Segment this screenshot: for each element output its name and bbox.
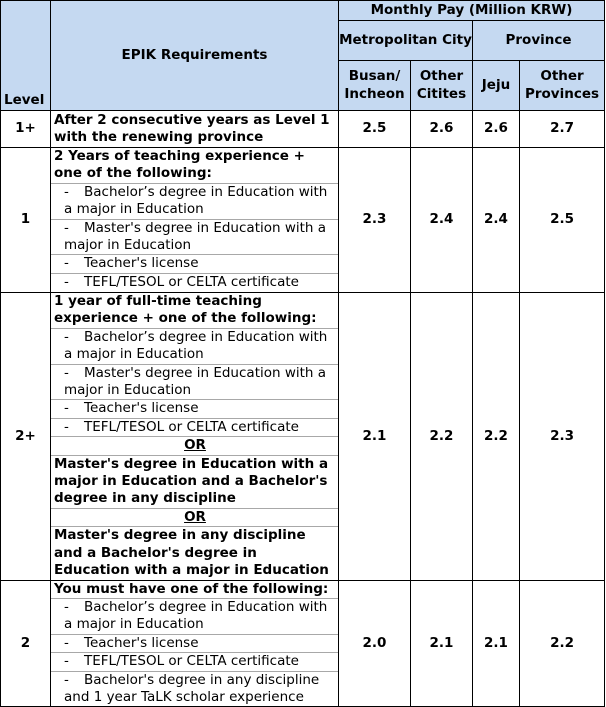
level-row-2 <box>1 580 605 707</box>
requirement-bullet: - Teacher's license <box>51 254 338 272</box>
header-row-1 <box>1 1 605 21</box>
level-row-1 <box>1 148 605 293</box>
requirement-bullet: - Master's degree in Education with a major in Education <box>51 364 338 400</box>
monthly-pay-header: Monthly Pay (Million KRW) <box>339 1 605 21</box>
requirement-alternative: Master's degree in any discipline and a Bachelor's degree in Education with a major in Education <box>51 526 338 579</box>
requirement-bullet: - Teacher's license <box>51 634 338 652</box>
level-row-2plus <box>1 293 605 581</box>
level-cell: 2+ <box>1 293 51 581</box>
requirement-intro: You must have one of the following: <box>54 580 329 597</box>
province-header: Province <box>473 21 605 61</box>
other-cities-header: Other Citites <box>411 61 473 111</box>
other-provinces-header: Other Provinces <box>520 61 605 111</box>
or-separator: OR <box>51 436 338 454</box>
pay-other-cities: 2.6 <box>411 111 473 148</box>
pay-busan-incheon: 2.3 <box>339 148 411 293</box>
level-row-1plus <box>1 111 605 148</box>
pay-jeju: 2.4 <box>473 148 520 293</box>
pay-other-provinces: 2.5 <box>520 148 605 293</box>
requirements-header: EPIK Requirements <box>51 1 339 111</box>
level-cell: 1 <box>1 148 51 293</box>
pay-other-cities: 2.4 <box>411 148 473 293</box>
pay-busan-incheon: 2.1 <box>339 293 411 581</box>
requirement-bullet: - TEFL/TESOL or CELTA certificate <box>51 652 338 670</box>
requirement-intro: 1 year of full-time teaching experience + one of the following: <box>54 293 317 327</box>
requirement-intro: After 2 consecutive years as Level 1 with the renewing province <box>54 111 330 145</box>
pay-other-provinces: 2.7 <box>520 111 605 148</box>
or-separator: OR <box>51 508 338 526</box>
pay-other-cities: 2.1 <box>411 580 473 707</box>
requirements-cell <box>51 111 339 148</box>
requirement-bullet: - Bachelor’s degree in Education with a major in Education <box>51 183 338 219</box>
metropolitan-city-header: Metropolitan City <box>339 21 473 61</box>
requirement-alternative: Master's degree in Education with a major in Education and a Bachelor's degree in any discipline <box>51 455 338 508</box>
requirement-intro: 2 Years of teaching experience + one of the following: <box>54 148 305 182</box>
pay-busan-incheon: 2.0 <box>339 580 411 707</box>
pay-other-provinces: 2.3 <box>520 293 605 581</box>
level-cell: 2 <box>1 580 51 707</box>
pay-other-cities: 2.2 <box>411 293 473 581</box>
requirements-cell <box>51 580 339 707</box>
requirements-cell <box>51 293 339 581</box>
requirement-bullet: - TEFL/TESOL or CELTA certificate <box>51 418 338 436</box>
pay-jeju: 2.2 <box>473 293 520 581</box>
busan-incheon-header: Busan/ Incheon <box>339 61 411 111</box>
pay-jeju: 2.6 <box>473 111 520 148</box>
level-header: Level <box>1 1 51 111</box>
pay-other-provinces: 2.2 <box>520 580 605 707</box>
jeju-header: Jeju <box>473 61 520 111</box>
pay-busan-incheon: 2.5 <box>339 111 411 148</box>
level-cell: 1+ <box>1 111 51 148</box>
requirement-bullet: - Master's degree in Education with a major in Education <box>51 219 338 255</box>
requirement-bullet: - TEFL/TESOL or CELTA certificate <box>51 273 338 291</box>
requirement-bullet: - Bachelor’s degree in Education with a major in Education <box>51 328 338 364</box>
requirement-bullet: - Bachelor’s degree in Education with a major in Education <box>51 598 338 634</box>
requirements-cell <box>51 148 339 293</box>
requirement-bullet: - Teacher's license <box>51 399 338 417</box>
pay-jeju: 2.1 <box>473 580 520 707</box>
requirement-bullet: - Bachelor's degree in any discipline and 1 year TaLK scholar experience <box>51 671 338 707</box>
